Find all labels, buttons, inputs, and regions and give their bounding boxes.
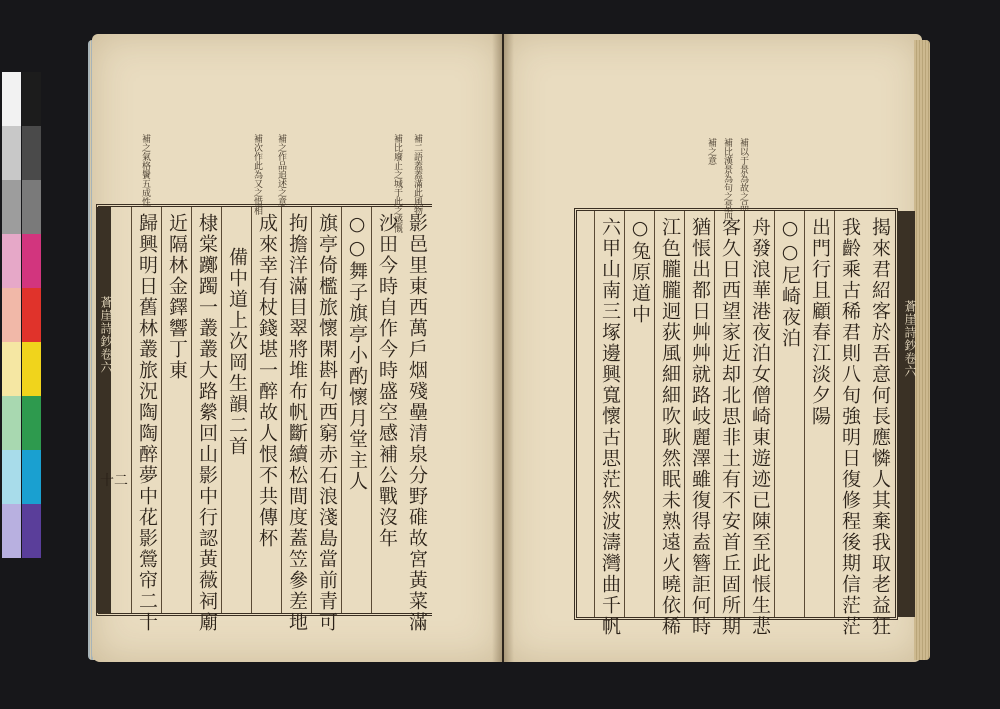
poem-title: ○○舞子旗亭小酌懷月堂主人	[346, 213, 368, 492]
poem-title: ○○尼崎夜泊	[779, 217, 801, 349]
text-column	[341, 207, 372, 613]
color-swatch	[2, 450, 21, 504]
color-swatch	[2, 288, 21, 342]
verse-line: 六甲山南三塚邊興寬懷古思茫然波濤灣曲千帆	[599, 217, 621, 637]
left-text-frame	[96, 204, 432, 633]
verse-line: 客久日西望家近却北思非土有不安首丘固所期	[719, 217, 741, 637]
verse-line: 出門行且顧春江淡夕陽	[809, 217, 831, 427]
color-calibration-strip	[2, 72, 42, 560]
margin-note: 補二語蓋蓋滿此風物	[412, 134, 422, 215]
color-swatch	[22, 504, 41, 558]
color-swatch	[2, 72, 21, 126]
text-column	[402, 207, 432, 633]
color-swatch	[2, 234, 21, 288]
verse-line: 舟發浪華港夜泊女僧崎東遊迹已陳至此悵生悲	[749, 217, 771, 637]
verse-line: 棣棠躑躅一叢叢大路縈回山影中行認黃薇祠廟	[196, 213, 218, 633]
color-swatch	[22, 126, 41, 180]
poem-title: 備中道上次岡生韻二首	[226, 247, 248, 457]
left-hashira-title: 蒼崖詩鈔卷六	[99, 296, 113, 374]
color-swatch	[22, 234, 41, 288]
text-column	[804, 211, 835, 617]
text-column	[131, 207, 162, 633]
text-column	[834, 211, 865, 637]
right-text-frame	[574, 208, 898, 637]
text-column	[624, 211, 655, 617]
right-hashira-band	[897, 211, 915, 617]
margin-note: 補次作此為又之惜相	[252, 134, 262, 215]
text-column	[594, 211, 625, 637]
color-swatch	[22, 450, 41, 504]
color-swatch	[22, 342, 41, 396]
folio-number: 十二	[100, 473, 128, 489]
verse-line: 拘擔洋滿目翠將堆布帆斷續松間度蓋笠參差地	[286, 213, 308, 633]
text-column	[714, 211, 745, 637]
verse-line: 旗亭倚檻旅懷閑斟句西窮赤石浪淺島當前青可	[316, 213, 338, 633]
text-column	[371, 207, 402, 613]
verse-line: 沙田今時自作今時盛空感補公戰沒年	[376, 213, 398, 549]
text-column	[191, 207, 222, 633]
margin-note: 補之氣格鬢五成性	[140, 134, 150, 206]
verse-line: 影邑里東西萬戶烟殘壘清泉分野碓故宮黃菜滿	[406, 213, 428, 633]
margin-note: 補比廢止之城于此之感慨	[392, 134, 402, 233]
color-swatch	[22, 288, 41, 342]
margin-note: 補以于景為故之品	[738, 138, 748, 210]
verse-line: 江色朧朧迥荻風細細吹耿然眠未熟遠火曉依稀	[659, 217, 681, 637]
color-swatch	[22, 396, 41, 450]
verse-line: 我齡乘古稀君則八旬強明日復修程後期信茫茫	[839, 217, 861, 637]
right-hashira-title: 蒼崖詩鈔卷六	[903, 300, 917, 378]
verse-line: 成來幸有杖錢堪一醉故人恨不共傳杯	[256, 213, 278, 549]
text-column	[865, 211, 895, 637]
color-swatch	[22, 180, 41, 234]
poem-title: ○兔原道中	[629, 217, 651, 325]
color-swatch	[2, 396, 21, 450]
text-column	[311, 207, 342, 633]
text-column	[654, 211, 685, 637]
color-swatch	[2, 342, 21, 396]
text-column	[221, 207, 252, 613]
text-column	[161, 207, 192, 613]
color-swatch	[22, 72, 41, 126]
text-column	[684, 211, 715, 637]
verse-line: 近隔林金鐸響丁東	[166, 213, 188, 381]
margin-note: 補之意	[706, 138, 716, 165]
book-gutter	[492, 34, 514, 662]
color-swatch	[2, 504, 21, 558]
margin-note: 補比漢景為句之景而	[722, 138, 732, 219]
text-column	[251, 207, 282, 613]
color-swatch	[2, 126, 21, 180]
text-column	[281, 207, 312, 633]
left-hashira-band	[97, 207, 111, 613]
verse-line: 揭來君紹客於吾意何長應憐人其棄我取老益狂	[869, 217, 891, 637]
margin-note: 補之作品追述之意	[276, 134, 286, 206]
text-column	[744, 211, 775, 637]
verse-line: 歸興明日舊林叢旅況陶陶醉夢中花影鶯帘二十	[136, 213, 158, 633]
verse-line: 猶悵出都日艸艸就路岐麗澤雖復得盍簪詎何時	[689, 217, 711, 637]
text-column	[774, 211, 805, 617]
color-swatch	[2, 180, 21, 234]
